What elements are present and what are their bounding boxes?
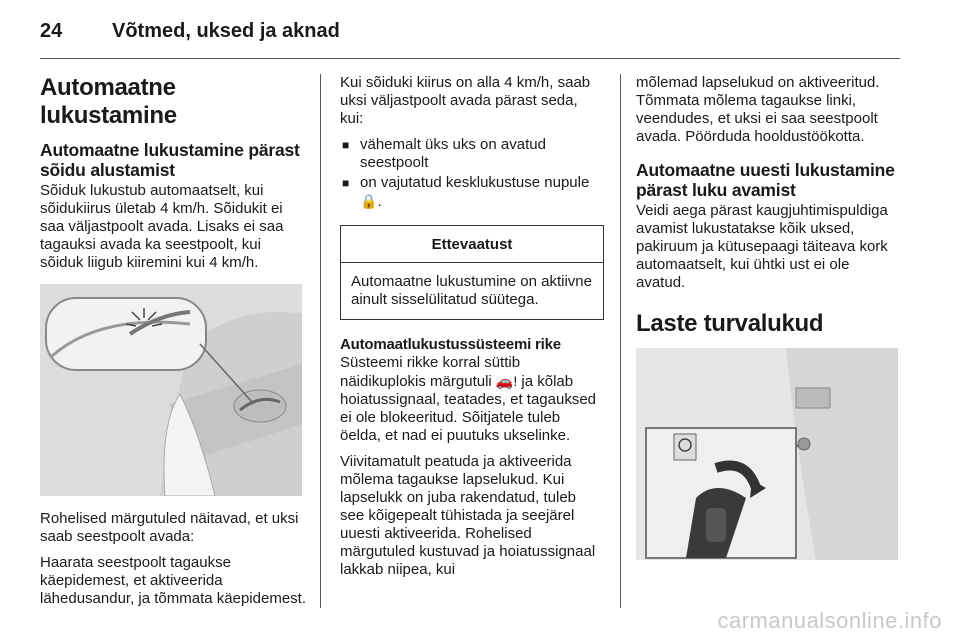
- running-title: Võtmed, uksed ja aknad: [112, 20, 340, 42]
- column-2: [340, 74, 604, 587]
- door-handle-illustration: [40, 284, 302, 496]
- lock-button-icon: 🔒: [360, 193, 378, 209]
- paragraph-stop-activate: Viivitamatult peatuda ja aktiveerida mõlema tagaukse lapselukud. Kui lapselukk on juba rakendatud, tuleb see kõigepealt tühistada ja seejärel uuesti aktiveerida. Rohelised märgutuled kustuvad ja hoiatussignaal lakkab niipea, kui: [340, 453, 596, 578]
- caution-box: [340, 225, 604, 320]
- paragraph-relock: Veidi aega pärast kaugjuhtimispuldiga avamist lukustatakse kõik uksed, pakiruum ja kütusepaagi täiteava kork automaatselt, kui ühtki ust ei ole avatud.: [636, 202, 888, 291]
- header-rule: [40, 58, 900, 59]
- paragraph-green-lights: Rohelised märgutuled näitavad, et uksi saab seestpoolt avada:: [40, 510, 299, 545]
- paragraph-below-speed: Kui sõiduki kiirus on alla 4 km/h, saab uksi väljastpoolt avada pärast seda, kui:: [340, 74, 591, 127]
- paragraph-grab-handle: Haarata seestpoolt tagaukse käepidemest, et aktiveerida lähedusandur, ja tõmmata käepidemest.: [40, 554, 306, 607]
- column-divider-2: [620, 74, 621, 608]
- subsection-title-system-failure: Automaatlukustussüsteemi rike: [340, 336, 561, 353]
- caution-text: Automaatne lukustumine on aktiivne ainult sisselülitatud süütega.: [351, 273, 592, 308]
- subsection-title-relock: Automaatne uuesti lukustamine pärast luku avamist: [636, 160, 895, 200]
- section-title-auto-lock: Automaatne lukustamine: [40, 74, 177, 129]
- watermark: carmanualsonline.info: [717, 608, 942, 633]
- child-lock-illustration: [636, 348, 898, 560]
- section-title-child-locks: Laste turvalukud: [636, 310, 824, 337]
- caution-title: Ettevaatust: [341, 226, 603, 263]
- list-item: ■ on vajutatud kesklukustuse nupule 🔒.: [342, 174, 590, 210]
- door-handle-figure: [40, 284, 302, 496]
- paragraph-child-locks-activated: mõlemad lapselukud on aktiveeritud. Tõmmata mõlema tagaukse linki, veendudes, et uksi ei saa seestpoolt avada. Pöörduda hooldustöökotta.: [636, 74, 880, 145]
- paragraph-failure: Süsteemi rikke korral süttib näidikuplokis märgutuli 🚗! ja kõlab hoiatussignaal, teatades, et tagauksed ei ole blokeeritud. Sõitjatele tuleb öelda, et nad ei puutuks ukselinke.: [340, 354, 597, 444]
- page-number: 24: [40, 20, 63, 42]
- car-warning-lamp-icon: 🚗!: [495, 373, 518, 389]
- column-3: [636, 74, 902, 560]
- page-header: [40, 14, 900, 50]
- list-item: ■ vähemalt üks uks on avatud seestpoolt: [342, 136, 546, 171]
- subsection-title-after-drive: Automaatne lukustamine pärast sõidu alustamist: [40, 140, 300, 180]
- child-lock-figure: [636, 348, 898, 560]
- paragraph-auto-lock: Sõiduk lukustub automaatselt, kui sõidukiirus ületab 4 km/h. Sõidukit ei saa väljastpoolt avada. Lisaks ei saa tagauksi avada ka seestpoolt, kui sõiduk liigub kiiremini kui 4 km/h.: [40, 182, 284, 271]
- column-1: [40, 74, 306, 616]
- column-divider-1: [320, 74, 321, 608]
- conditions-list: [340, 136, 604, 211]
